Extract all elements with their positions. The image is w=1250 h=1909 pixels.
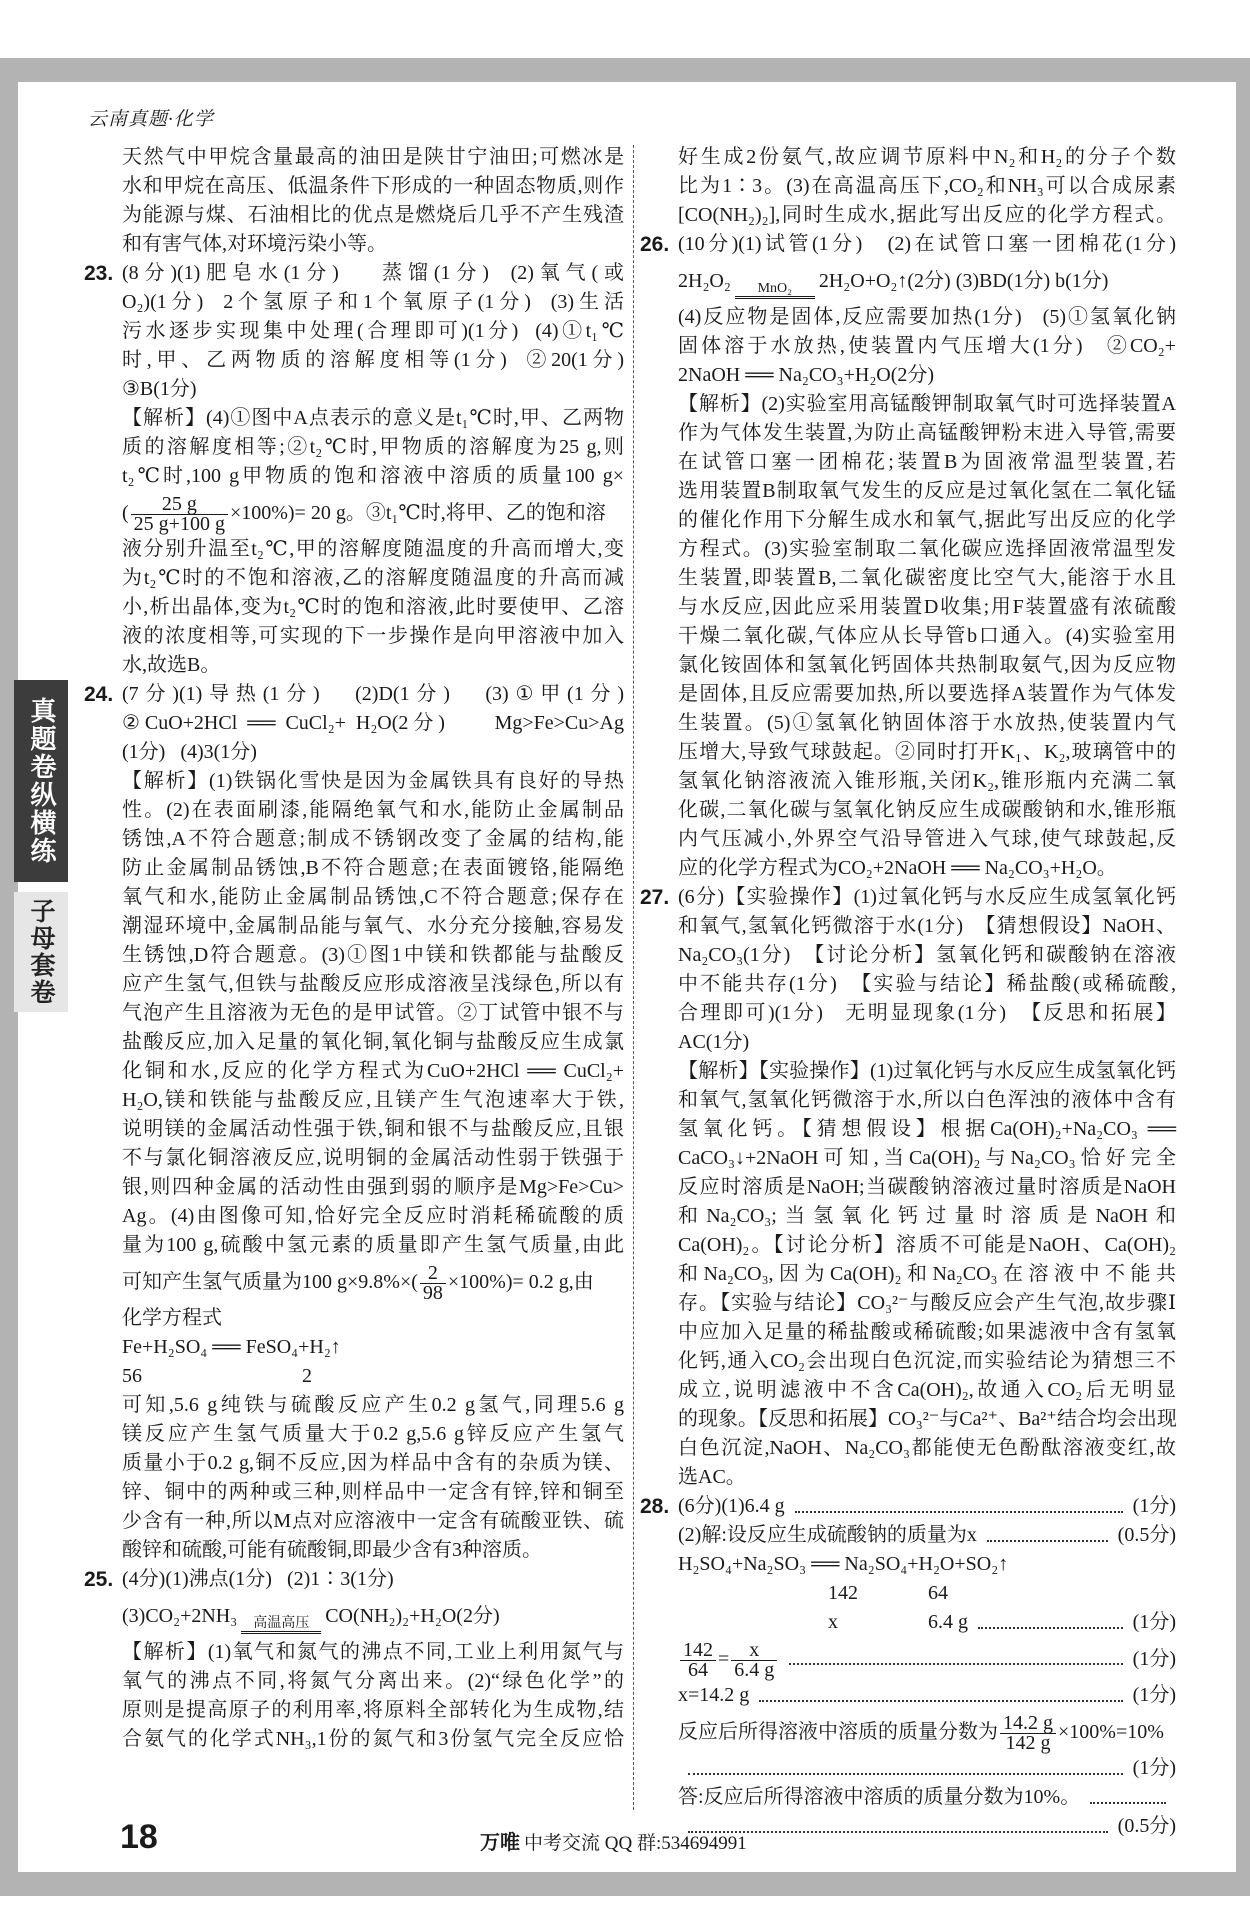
text-line <box>84 462 624 491</box>
question-line <box>84 1565 624 1594</box>
text-line <box>640 172 1176 201</box>
equation-products: CO(NH₂)₂+H₂O(2分) <box>325 1605 500 1627</box>
line-text: 氯化铵固体和氢氧化钙固体共热制取氨气,因为反应物 <box>678 654 1176 676</box>
line-text: 性。(2)在表面刷漆,能隔绝氧气和水,能防止金属制品 <box>122 799 624 821</box>
text-line <box>84 288 624 317</box>
line-text: 白色沉淀,NaOH、Na₂CO₃都能使无色酚酞溶液变红,故 <box>678 1437 1176 1459</box>
score-line <box>678 1812 1176 1841</box>
fraction-denominator: 142 g <box>1005 1731 1051 1754</box>
line-text: (1分) (4)3(1分) <box>122 741 257 763</box>
line-text: 锌、铜中的两种或三种,则样品中一定含有锌,锌和铜至 <box>122 1481 624 1503</box>
text-line <box>640 622 1176 651</box>
score-line <box>678 1608 1176 1637</box>
text-line <box>640 709 1176 738</box>
line-text: 内气压减小,外界空气沿导管进入气球,使气球鼓起,反 <box>678 828 1176 850</box>
line-text: t₂℃时,100 g甲物质的饱和溶液中溶质的质量100 g× <box>122 465 624 487</box>
condition-text: MnO₂ <box>757 281 793 296</box>
running-header: 云南真题·化学 <box>88 109 214 130</box>
dotted-leader <box>795 1501 1123 1513</box>
line-text: 和Na₂CO₃;当氢氧化钙过量时溶质是NaOH和 <box>678 1205 1176 1227</box>
line-text: 化铜和水,反应的化学方程式为CuO+2HCl ══ CuCl₂+ <box>122 1060 624 1082</box>
line-text: 和氧气,氢氧化钙微溶于水(1分) 【猜想假设】NaOH、 <box>678 915 1176 937</box>
text-line <box>640 1115 1176 1144</box>
line-text: (6分)【实验操作】(1)过氧化钙与水反应生成氢氧化钙 <box>678 886 1176 908</box>
question-number: 23. <box>84 262 114 285</box>
score-label: (1分) <box>1132 1684 1176 1706</box>
text-line <box>640 999 1176 1028</box>
text-line <box>84 1391 624 1420</box>
text-after: ×100%)= 0.2 g,由 <box>447 1271 594 1293</box>
score-line <box>678 1783 1176 1812</box>
line-text: 方程式。(3)实验室制取二氧化碳应选择固液常温型发 <box>678 538 1176 560</box>
text-line <box>640 738 1176 767</box>
line-text: 生装置,即装置B,二氧化碳密度比空气大,能溶于水且 <box>678 567 1176 589</box>
text-line <box>640 535 1176 564</box>
line-text: 干燥二氧化碳,气体应从长导管b口通入。(4)实验室用 <box>678 625 1176 647</box>
text-line <box>84 1420 624 1449</box>
line-text: 小,析出晶体,变为t₂℃时的饱和溶液,此时要使甲、乙溶 <box>122 596 624 618</box>
line-text: 为t₂℃时的不饱和溶液,乙的溶解度随温度的升高而减 <box>122 567 624 589</box>
text-line <box>84 738 624 767</box>
equation-line <box>678 270 1109 296</box>
proportion-equation: $\frac{142}{64}$ = $\frac{x}{6.4 g}$ <box>678 1637 779 1681</box>
fraction-denominator: 98 <box>422 1281 443 1304</box>
fraction <box>420 1261 446 1304</box>
line-text: 银,则四种金属的活动性由强到弱的顺序是Mg>Fe>Cu> <box>122 1176 624 1198</box>
text-line <box>84 1536 624 1565</box>
line-text: 【解析】(1)氧气和氮气的沸点不同,工业上利用氮气与 <box>122 1641 624 1663</box>
line-text: 选AC。 <box>678 1466 746 1488</box>
text-line <box>84 1260 624 1304</box>
line-text: (4)反应物是固体,反应需要加热(1分) (5)①氢氧化钠 <box>678 306 1176 328</box>
text-line <box>84 999 624 1028</box>
line-text: ③B(1分) <box>122 378 197 400</box>
line-text: Na₂CO₃(1分) 【讨论分析】氢氧化钙和碳酸钠在溶液 <box>678 944 1176 966</box>
line-text: 应产生氢气,但铁与盐酸反应形成溶液呈浅绿色,所以有 <box>122 973 624 995</box>
left-column <box>84 143 624 1754</box>
line-text: 56 2 <box>122 1365 312 1387</box>
text-line <box>640 1231 1176 1260</box>
line-text: 作为气体发生装置,为防止高锰酸钾粉末进入导管,需要 <box>678 422 1176 444</box>
score-label: (1分) <box>1132 1648 1176 1670</box>
dotted-leader <box>978 1617 1123 1629</box>
fraction-denominator: 64 <box>688 1658 708 1681</box>
scan-border-top <box>0 58 1250 82</box>
line-text: 化碳,二氧化碳与氢氧化钠反应生成碳酸钠和水,锥形瓶 <box>678 799 1176 821</box>
text-line <box>84 375 624 404</box>
text-line <box>640 1202 1176 1231</box>
score-line <box>678 1754 1176 1783</box>
text-line <box>84 201 624 230</box>
dotted-leader <box>1090 1792 1166 1804</box>
text-line <box>84 1028 624 1057</box>
question-line <box>640 1492 1176 1521</box>
score-label: (0.5分) <box>1117 1524 1176 1546</box>
dotted-leader <box>688 1763 1123 1775</box>
line-text: 和有害气体,对环境污染小等。 <box>122 233 387 255</box>
text-line <box>640 1637 1176 1681</box>
text-line <box>640 1173 1176 1202</box>
line-text: 少含有一种,所以M点对应溶液中一定含有硫酸亚铁、硫 <box>122 1510 624 1532</box>
line-text: 好生成2份氨气,故应调节原料中N₂和H₂的分子个数 <box>678 146 1176 168</box>
text-line <box>84 491 624 535</box>
text-line <box>640 1144 1176 1173</box>
text-line <box>84 767 624 796</box>
line-text: 的催化作用下分解生成水和氧气,据此写出反应的化学 <box>678 509 1176 531</box>
line-text: 量为100 g,硫酸中氢元素的质量即产生氢气质量,由此 <box>122 1234 624 1256</box>
equation-reactants: 2H₂O₂ <box>678 270 731 292</box>
text-after: ×100%)= 20 g。③t₁℃时,将甲、乙的饱和溶 <box>229 502 606 524</box>
line-text: 和氧气,氢氧化钙微溶于水,所以白色浑浊的液体中含有 <box>678 1089 1176 1111</box>
text-line <box>640 1608 1176 1637</box>
text-line <box>640 1347 1176 1376</box>
text-line <box>640 1260 1176 1289</box>
text-line <box>84 230 624 259</box>
line-text: 污水逐步实现集中处理(合理即可)(1分) (4)①t₁℃ <box>122 320 624 342</box>
line-text: 【解析】(2)实验室用高锰酸钾制取氧气时可选择装置A <box>678 393 1176 415</box>
brand-logo: 万唯 <box>480 1830 520 1854</box>
text-line <box>640 854 1176 883</box>
text-line <box>84 1667 624 1696</box>
line-text: AC(1分) <box>678 1031 750 1053</box>
scan-border-bottom <box>0 1872 1250 1896</box>
fraction-line <box>678 1711 1164 1754</box>
text-line <box>640 1710 1176 1754</box>
text-line <box>640 361 1176 390</box>
line-text: 答:反应后所得溶液中溶质的质量分数为10%。 <box>678 1786 1081 1808</box>
fraction-numerator: x <box>731 1641 777 1661</box>
question-line <box>84 680 624 709</box>
page-number: 18 <box>120 1818 158 1856</box>
line-text: 不与氯化铜溶液反应,说明铜的金属活动性弱于铁强于 <box>122 1147 624 1169</box>
line-text: 2NaOH ══ Na₂CO₃+H₂O(2分) <box>678 364 935 386</box>
line-text: 在试管口塞一团棉花;装置B为固液常温型装置,若 <box>678 451 1176 473</box>
fraction-numerator: 142 <box>680 1641 716 1661</box>
question-number: 27. <box>640 886 670 909</box>
score-label: (1分) <box>1132 1757 1176 1779</box>
text-line <box>640 1550 1176 1579</box>
text-line <box>640 448 1176 477</box>
fraction <box>131 492 228 535</box>
fraction-numerator: 14.2 g <box>1000 1714 1056 1734</box>
text-line <box>640 825 1176 854</box>
text-line <box>640 1289 1176 1318</box>
line-text: H₂SO₄+Na₂SO₃ ══ Na₂SO₄+H₂O+SO₂↑ <box>678 1553 1009 1575</box>
line-text: 固体溶于水放热,使装置内气压增大(1分) ②CO₂+ <box>678 335 1176 357</box>
equals-sign <box>241 1631 321 1638</box>
line-text: 质的溶解度相等;②t₂℃时,甲物质的溶解度为25 g,则 <box>122 436 624 458</box>
line-text: x=14.2 g <box>678 1684 750 1706</box>
scan-border-right <box>1236 58 1250 1896</box>
text-line <box>640 1521 1176 1550</box>
line-text: CaCO₃↓+2NaOH可知,当Ca(OH)₂与Na₂CO₃恰好完全 <box>678 1147 1176 1169</box>
line-text: 锈蚀,A不符合题意;制成不锈钢改变了金属的结构,能 <box>122 828 624 850</box>
text-line <box>84 1478 624 1507</box>
text-line <box>640 201 1176 230</box>
text-line <box>640 1681 1176 1710</box>
line-text: x 6.4 g <box>678 1611 968 1633</box>
line-text: 镁反应产生氢气质量大于0.2 g,5.6 g锌反应产生氢气 <box>122 1423 624 1445</box>
line-text: 合氨气的化学式NH₃,1份的氮气和3份氢气完全反应恰 <box>122 1728 624 1750</box>
line-text: 氢氧化钙。【猜想假设】根据Ca(OH)₂+Na₂CO₃ ══ <box>678 1118 1176 1140</box>
text-line <box>640 506 1176 535</box>
text-line <box>640 796 1176 825</box>
line-text: 潮湿环境中,金属制品能与氧气、水分充分接触,容易发 <box>122 915 624 937</box>
text-line <box>84 883 624 912</box>
text-line <box>640 303 1176 332</box>
score-label: (0.5分) <box>1117 1815 1176 1837</box>
text-line <box>84 1333 624 1362</box>
line-text: 【解析】(4)①图中A点表示的意义是t₁℃时,甲、乙两物 <box>122 407 624 429</box>
score-line <box>678 1492 1176 1521</box>
line-text: 中不能共存(1分) 【实验与结论】稀盐酸(或稀硫酸, <box>678 973 1176 995</box>
text-line <box>84 709 624 738</box>
dotted-leader <box>759 1690 1122 1702</box>
line-text: 与水反应,因此应采用装置D收集;用F装置盛有浓硫酸 <box>678 596 1176 618</box>
text-line <box>640 1318 1176 1347</box>
text-line <box>640 259 1176 303</box>
text-line <box>84 143 624 172</box>
question-number: 24. <box>84 683 114 706</box>
text-line <box>84 941 624 970</box>
footer-qq-group: 中考交流 QQ 群:534694991 <box>524 1833 747 1854</box>
text-line <box>640 970 1176 999</box>
dotted-leader <box>987 1530 1108 1542</box>
text-line <box>84 1449 624 1478</box>
line-text: H₂O,镁和铁能与盐酸反应,且镁产生气泡速率大于铁, <box>122 1089 624 1111</box>
line-text: 盐酸反应,加入足量的氧化铜,氧化铜与盐酸反应生成氯 <box>122 1031 624 1053</box>
text-before: 反应后所得溶液中溶质的质量分数为 <box>678 1721 998 1743</box>
text-line <box>640 143 1176 172</box>
fraction-line <box>122 1261 594 1304</box>
line-text: 氧气和水,能防止金属制品锈蚀,C不符合题意;保存在 <box>122 886 624 908</box>
text-line <box>640 680 1176 709</box>
line-text: 生装置。(5)①氢氧化钠固体溶于水放热,使装置内气 <box>678 712 1176 734</box>
text-line <box>84 433 624 462</box>
line-text: 中应加入足量的稀盐酸或稀硫酸;如果滤液中含有氢氧 <box>678 1321 1176 1343</box>
text-line <box>640 767 1176 796</box>
side-tab-zimu: 子母套卷 <box>14 892 68 1012</box>
text-line <box>84 1362 624 1391</box>
line-text: Ca(OH)₂。【讨论分析】溶质不可能是NaOH、Ca(OH)₂ <box>678 1234 1176 1256</box>
line-text: (8分)(1)肥皂水(1分) 蒸馏(1分) (2)氧气(或 <box>122 262 624 284</box>
text-line <box>84 1507 624 1536</box>
score-line <box>678 1681 1176 1710</box>
right-column <box>640 143 1176 1841</box>
text-line <box>640 1405 1176 1434</box>
question-line <box>640 883 1176 912</box>
text-line <box>84 912 624 941</box>
line-text: 142 64 <box>678 1582 948 1604</box>
fraction <box>731 1638 777 1681</box>
text-line <box>640 564 1176 593</box>
text-line <box>640 593 1176 622</box>
text-line <box>640 1783 1176 1812</box>
line-text: 化钙,通入CO₂会出现白色沉淀,而实验结论为猜想三不 <box>678 1350 1176 1372</box>
line-text: 生锈蚀,D符合题意。(3)①图1中镁和铁都能与盐酸反 <box>122 944 624 966</box>
line-text: (2)解:设反应生成硫酸钠的质量为x <box>678 1524 977 1546</box>
line-text: 为能源与煤、石油相比的优点是燃烧后几乎不产生残渣 <box>122 204 624 226</box>
text-line <box>84 172 624 201</box>
equals-sign <box>735 296 815 303</box>
text-line <box>84 346 624 375</box>
fraction <box>680 1638 716 1681</box>
line-text: 反应时溶质是NaOH;当碳酸钠溶液过量时溶质是NaOH <box>678 1176 1176 1198</box>
line-text: 气泡产生且溶液为无色的是甲试管。②丁试管中银不与 <box>122 1002 624 1024</box>
dotted-leader <box>789 1653 1122 1665</box>
line-text: 是固体,且反应需要加热,所以要选择A装置作为气体发 <box>678 683 1176 705</box>
text-line <box>640 1754 1176 1783</box>
fraction <box>1000 1711 1056 1754</box>
text-line <box>84 1304 624 1333</box>
equation-reactants: (3)CO₂+2NH₃ <box>122 1605 238 1627</box>
line-text: (7分)(1)导热(1分) (2)D(1分) (3)①甲(1分) <box>122 683 624 705</box>
text-line <box>640 1086 1176 1115</box>
question-line <box>84 259 624 288</box>
line-text: 质量小于0.2 g,铜不反应,因为样品中含有的杂质为镁、 <box>122 1452 624 1474</box>
text-line <box>84 1594 624 1638</box>
line-text: 液分别升温至t₂℃,甲的溶解度随温度的升高而增大,变 <box>122 538 624 560</box>
footer-text <box>480 1826 747 1855</box>
text-after: ×100%=10% <box>1058 1721 1164 1743</box>
text-line <box>640 419 1176 448</box>
text-line <box>84 1638 624 1667</box>
text-line <box>84 854 624 883</box>
question-number: 28. <box>640 1495 670 1518</box>
fraction-numerator: 25 g <box>131 495 228 515</box>
line-text: 液的浓度相等,可实现的下一步操作是向甲溶液中加入 <box>122 625 624 647</box>
line-text: 选用装置B制取氧气发生的反应是过氧化氢在二氧化锰 <box>678 480 1176 502</box>
dotted-leader <box>688 1821 1108 1833</box>
text-line <box>84 1725 624 1754</box>
text-line <box>640 1434 1176 1463</box>
question-number: 26. <box>640 233 670 256</box>
line-text: 压增大,导致气球鼓起。②同时打开K₁、K₂,玻璃管中的 <box>678 741 1176 763</box>
fraction-numerator: 2 <box>420 1264 446 1284</box>
text-before: 可知产生氢气质量为100 g×9.8%×( <box>122 1271 418 1293</box>
line-text: ②CuO+2HCl ══ CuCl₂+ H₂O(2分) Mg>Fe>Cu>Ag <box>122 712 624 734</box>
text-line <box>640 912 1176 941</box>
line-text: 水,故选B。 <box>122 654 221 676</box>
score-label: (1分) <box>1132 1495 1176 1517</box>
line-text: 可知,5.6 g纯铁与硫酸反应产生0.2 g氢气,同理5.6 g <box>122 1394 624 1416</box>
line-text: 应的化学方程式为CO₂+2NaOH ══ Na₂CO₃+H₂O。 <box>678 857 1117 879</box>
line-text: 化学方程式 <box>122 1307 222 1329</box>
line-text: 氢氧化钠溶液流入锥形瓶,关闭K₂,锥形瓶内充满二氧 <box>678 770 1176 792</box>
line-text: 成立,说明滤液中不含Ca(OH)₂,故通入CO₂后无明显 <box>678 1379 1176 1401</box>
line-text: [CO(NH₂)₂],同时生成水,据此写出反应的化学方程式。 <box>678 204 1176 226</box>
text-line <box>84 970 624 999</box>
text-line <box>84 1086 624 1115</box>
side-tab-zhenti: 真题卷纵横练 <box>14 680 68 882</box>
line-text: 氧气的沸点不同,将氮气分离出来。(2)“绿色化学”的 <box>122 1670 624 1692</box>
text-line <box>84 535 624 564</box>
line-text: 酸锌和硫酸,可能有硫酸铜,即最少含有3种溶质。 <box>122 1539 542 1561</box>
text-line <box>84 1173 624 1202</box>
equation-products: 2H₂O+O₂↑(2分) (3)BD(1分) b(1分) <box>818 270 1109 292</box>
text-line <box>640 477 1176 506</box>
line-text: (10分)(1)试管(1分) (2)在试管口塞一团棉花(1分) <box>678 233 1176 255</box>
text-line <box>640 390 1176 419</box>
question-line <box>640 230 1176 259</box>
score-line <box>678 1637 1176 1681</box>
line-text: Ag。(4)由图像可知,恰好完全反应时消耗稀硫酸的质 <box>122 1205 624 1227</box>
score-label: (1分) <box>1132 1611 1176 1633</box>
fraction-denominator: 6.4 g <box>734 1658 775 1681</box>
text-line <box>84 317 624 346</box>
text-line <box>84 593 624 622</box>
equation-line <box>122 1605 500 1631</box>
text-line <box>84 796 624 825</box>
reaction-condition <box>735 282 815 303</box>
text-line <box>84 651 624 680</box>
text-line <box>84 1202 624 1231</box>
line-text: Fe+H₂SO₄ ══ FeSO₄+H₂↑ <box>122 1336 341 1358</box>
line-text: (4分)(1)沸点(1分) (2)1∶3(1分) <box>122 1568 394 1590</box>
text-line <box>640 651 1176 680</box>
text-line <box>84 1696 624 1725</box>
text-line <box>84 564 624 593</box>
line-text: 时,甲、乙两物质的溶解度相等(1分) ②20(1分) <box>122 349 624 371</box>
line-text: 防止金属制品锈蚀,B不符合题意;在表面镀铬,能隔绝 <box>122 857 624 879</box>
text-line <box>640 332 1176 361</box>
line-text: 【解析】(1)铁锅化雪快是因为金属铁具有良好的导热 <box>122 770 624 792</box>
reaction-condition <box>241 1617 321 1638</box>
line-text: 比为1∶3。(3)在高温高压下,CO₂和NH₃可以合成尿素 <box>678 175 1176 197</box>
line-text: 说明镁的金属活动性强于铁,铜和银不与盐酸反应,且银 <box>122 1118 624 1140</box>
text-line <box>84 1231 624 1260</box>
text-line <box>84 404 624 433</box>
line-text: (6分)(1)6.4 g <box>678 1495 785 1517</box>
line-text: 原则是提高原子的利用率,将原料全部转化为生成物,结 <box>122 1699 624 1721</box>
text-line <box>640 1579 1176 1608</box>
text-line <box>640 1028 1176 1057</box>
text-line <box>640 941 1176 970</box>
question-number: 25. <box>84 1568 114 1591</box>
line-text: 存。【实验与结论】CO₃²⁻与酸反应会产生气泡,故步骤Ⅰ <box>678 1292 1176 1314</box>
text-before: ( <box>122 502 129 524</box>
text-line <box>84 622 624 651</box>
score-line <box>678 1521 1176 1550</box>
condition-text: 高温高压 <box>253 1616 310 1631</box>
line-text: 水和甲烷在高压、低温条件下形成的一种固态物质,则作 <box>122 175 624 197</box>
text-line <box>640 1463 1176 1492</box>
column-divider <box>633 145 634 1810</box>
line-text: 的现象。【反思和拓展】CO₃²⁻与Ca²⁺、Ba²⁺结合均会出现 <box>678 1408 1177 1430</box>
text-line <box>84 825 624 854</box>
text-line <box>640 1376 1176 1405</box>
fraction-denominator: 25 g+100 g <box>133 512 225 535</box>
text-line <box>640 1057 1176 1086</box>
text-line <box>84 1144 624 1173</box>
line-text: 天然气中甲烷含量最高的油田是陕甘宁油田;可燃冰是 <box>122 146 624 168</box>
line-text: 合理即可)(1分) 无明显现象(1分) 【反思和拓展】 <box>678 1002 1176 1024</box>
fraction-line <box>122 492 606 535</box>
line-text: 【解析】【实验操作】(1)过氧化钙与水反应生成氢氧化钙 <box>678 1060 1176 1082</box>
line-text: 和Na₂CO₃,因为Ca(OH)₂和Na₂CO₃在溶液中不能共 <box>678 1263 1176 1285</box>
text-line <box>84 1115 624 1144</box>
line-text: O₂)(1分) 2个氢原子和1个氧原子(1分) (3)生活 <box>122 291 624 313</box>
text-line <box>84 1057 624 1086</box>
